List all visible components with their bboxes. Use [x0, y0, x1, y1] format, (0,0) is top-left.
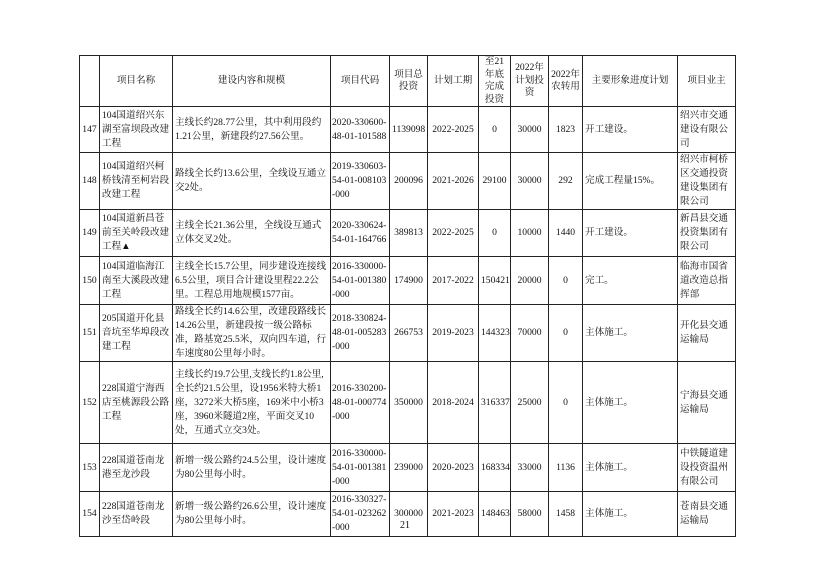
- header-done21: 至21年底完成投资: [479, 56, 511, 107]
- table-row: [80, 107, 736, 153]
- cell-land22: 0: [549, 257, 583, 305]
- cell-total: 266753: [390, 305, 428, 362]
- cell-progress: 开工建设。: [583, 107, 678, 153]
- cell-code: 2016-330327-54-01-023262-000: [331, 492, 390, 537]
- cell-total: 350000: [390, 362, 428, 444]
- cell-no: 154: [80, 492, 100, 537]
- cell-owner: 苍南县交通运输局: [678, 492, 736, 537]
- table-row: [80, 153, 736, 210]
- cell-done21: 144323: [479, 305, 511, 362]
- table-row: [80, 362, 736, 444]
- cell-owner: 宁海县交通运输局: [678, 362, 736, 444]
- cell-code: 2020-330624-54-01-164766: [331, 210, 390, 257]
- table-row: [80, 257, 736, 305]
- cell-progress: 完成工程量15%。: [583, 153, 678, 210]
- cell-period: 2022-2025: [428, 210, 479, 257]
- cell-no: 153: [80, 444, 100, 492]
- cell-no: 151: [80, 305, 100, 362]
- cell-name: 104国道临海江南至大溪段改建工程: [100, 257, 173, 305]
- cell-code: 2016-330000-54-01-001380-000: [331, 257, 390, 305]
- cell-content: 新增一级公路约26.6公里，设计速度为80公里每小时。: [173, 492, 331, 537]
- cell-plan22: 30000: [511, 107, 549, 153]
- cell-code: 2019-330603-54-01-008103-000: [331, 153, 390, 210]
- cell-plan22: 30000: [511, 153, 549, 210]
- cell-progress: 主体施工。: [583, 305, 678, 362]
- cell-name: 228国道苍南龙港至龙沙段: [100, 444, 173, 492]
- cell-plan22: 58000: [511, 492, 549, 537]
- table-row: [80, 305, 736, 362]
- cell-code: 2016-330000-54-01-001381-000: [331, 444, 390, 492]
- table-row: [80, 444, 736, 492]
- project-table: [79, 55, 736, 537]
- cell-period: 2017-2022: [428, 257, 479, 305]
- cell-progress: 主体施工。: [583, 444, 678, 492]
- cell-owner: 开化县交通运输局: [678, 305, 736, 362]
- cell-done21: 150421: [479, 257, 511, 305]
- header-period: 计划工期: [428, 56, 479, 107]
- cell-land22: 1440: [549, 210, 583, 257]
- cell-total: 300000: [390, 492, 428, 537]
- cell-name: 228国道宁海西店至桃源段公路工程: [100, 362, 173, 444]
- cell-period: 2020-2023: [428, 444, 479, 492]
- cell-total: 200096: [390, 153, 428, 210]
- cell-total: 239000: [390, 444, 428, 492]
- cell-land22: 1823: [549, 107, 583, 153]
- cell-land22: 292: [549, 153, 583, 210]
- cell-plan22: 25000: [511, 362, 549, 444]
- cell-owner: 临海市国省道改造总指挥部: [678, 257, 736, 305]
- header-progress: 主要形象进度计划: [583, 56, 678, 107]
- cell-content: 新增一级公路约24.5公里，设计速度为80公里每小时。: [173, 444, 331, 492]
- cell-content: 主线长约28.77公里，其中利用段约1.21公里，新建段约27.56公里。: [173, 107, 331, 153]
- cell-done21: 316337: [479, 362, 511, 444]
- cell-content: 主线全长15.7公里，同步建设连接线6.5公里，项目合计建设里程22.2公里。工程总用地规模1577亩。: [173, 257, 331, 305]
- header-name: 项目名称: [100, 56, 173, 107]
- cell-no: 148: [80, 153, 100, 210]
- cell-total: 389813: [390, 210, 428, 257]
- cell-plan22: 10000: [511, 210, 549, 257]
- cell-land22: 0: [549, 362, 583, 444]
- cell-owner: 新昌县交通投资集团有限公司: [678, 210, 736, 257]
- cell-progress: 完工。: [583, 257, 678, 305]
- header-no: [80, 56, 100, 107]
- cell-code: 2016-330200-48-01-000774-000: [331, 362, 390, 444]
- table-header-row: [80, 56, 736, 107]
- header-land22: 2022年农转用: [549, 56, 583, 107]
- cell-done21: 0: [479, 107, 511, 153]
- cell-name: 104国道绍兴东湖至富坝段改建工程: [100, 107, 173, 153]
- cell-plan22: 33000: [511, 444, 549, 492]
- header-total: 项目总投资: [390, 56, 428, 107]
- cell-period: 2022-2025: [428, 107, 479, 153]
- cell-content: 主线长约19.7公里,支线长约1.8公里,全长约21.5公里，设1956米特大桥1座，3272米大桥5座，169米中小桥3座，3960米隧道2座，平面交叉10处，互通式立交3处。: [173, 362, 331, 444]
- table-row: [80, 210, 736, 257]
- cell-land22: 0: [549, 305, 583, 362]
- cell-no: 149: [80, 210, 100, 257]
- cell-name: 104国道新昌苍前至关岭段改建工程▲: [100, 210, 173, 257]
- cell-content: 路线全长约13.6公里，全线设互通立交2处。: [173, 153, 331, 210]
- cell-progress: 主体施工。: [583, 492, 678, 537]
- cell-code: 2018-330824-48-01-005283-000: [331, 305, 390, 362]
- page-number: 21: [400, 520, 410, 531]
- cell-land22: 1458: [549, 492, 583, 537]
- cell-period: 2021-2026: [428, 153, 479, 210]
- cell-no: 147: [80, 107, 100, 153]
- cell-done21: 168334: [479, 444, 511, 492]
- header-code: 项目代码: [331, 56, 390, 107]
- cell-done21: 148463: [479, 492, 511, 537]
- cell-done21: 0: [479, 210, 511, 257]
- cell-name: 205国道开化县音坑至华埠段改建工程: [100, 305, 173, 362]
- cell-total: 1139098: [390, 107, 428, 153]
- cell-name: 104国道绍兴柯桥钱清至柯岩段改建工程: [100, 153, 173, 210]
- cell-no: 150: [80, 257, 100, 305]
- cell-period: 2018-2024: [428, 362, 479, 444]
- header-owner: 项目业主: [678, 56, 736, 107]
- cell-plan22: 70000: [511, 305, 549, 362]
- cell-no: 152: [80, 362, 100, 444]
- cell-name: 228国道苍南龙沙至岱岭段: [100, 492, 173, 537]
- cell-period: 2021-2023: [428, 492, 479, 537]
- header-content: 建设内容和规模: [173, 56, 331, 107]
- cell-content: 主线全长21.36公里，全线设互通式立体交叉2处。: [173, 210, 331, 257]
- cell-land22: 1136: [549, 444, 583, 492]
- cell-code: 2020-330600-48-01-101588: [331, 107, 390, 153]
- cell-plan22: 20000: [511, 257, 549, 305]
- cell-progress: 主体施工。: [583, 362, 678, 444]
- cell-owner: 中铁隧道建设投资温州有限公司: [678, 444, 736, 492]
- cell-done21: 29100: [479, 153, 511, 210]
- header-plan22: 2022年计划投资: [511, 56, 549, 107]
- cell-period: 2019-2023: [428, 305, 479, 362]
- cell-content: 路线全长约14.6公里，改建段路线长14.26公里，新建段按一级公路标准，路基宽25.5米，双向四车道，行车速度80公里每小时。: [173, 305, 331, 362]
- cell-owner: 绍兴市柯桥区交通投资建设集团有限公司: [678, 153, 736, 210]
- cell-progress: 开工建设。: [583, 210, 678, 257]
- cell-owner: 绍兴市交通建设有限公司: [678, 107, 736, 153]
- cell-total: 174900: [390, 257, 428, 305]
